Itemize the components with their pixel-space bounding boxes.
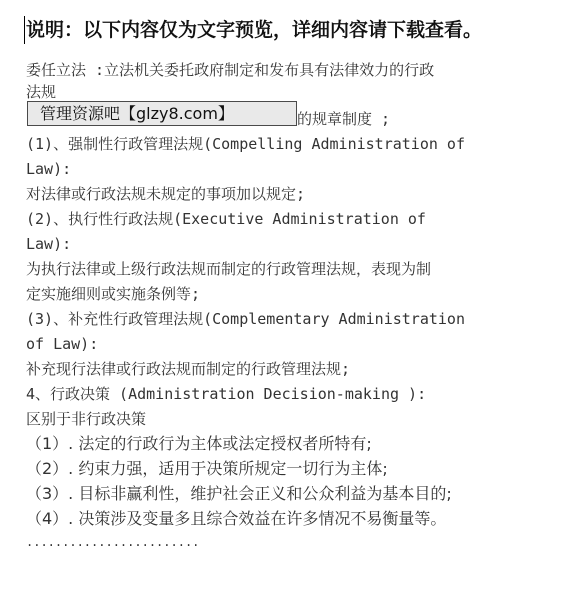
watermark-badge: 管理资源吧【glzy8.com】 — [27, 101, 297, 126]
text-line: (1)、强制性行政管理法规(Compelling Administration of — [26, 135, 465, 153]
text-line: 委任立法 :立法机关委托政府制定和发布具有法律效力的行政 — [26, 61, 435, 79]
text-line: 区别于非行政决策 — [26, 410, 147, 428]
preview-notice: 说明：以下内容仅为文字预览，详细内容请下载查看。 — [26, 19, 483, 41]
text-line: 为执行法律或上级行政法规而制定的行政管理法规，表现为制 — [26, 260, 432, 278]
text-line: Law): — [26, 160, 72, 178]
list-item: （1）. 法定的行政行为主体或法定授权者所特有; — [26, 434, 372, 453]
text-line: (3)、补充性行政管理法规(Complementary Administration — [26, 310, 465, 328]
text-line: (2)、执行性行政法规(Executive Administration of — [26, 210, 426, 228]
ellipsis-dots: ........................ — [26, 535, 200, 549]
text-line: 补充现行法律或行政法规而制定的行政管理法规; — [26, 360, 351, 378]
list-item: （2）. 约束力强，适用于决策所规定一切行为主体; — [26, 459, 388, 478]
text-line: 的规章制度 ; — [297, 110, 391, 128]
text-cursor — [24, 16, 25, 44]
text-line: 4、行政决策 (Administration Decision-making ): — [26, 385, 427, 403]
text-line: 法规 — [26, 83, 57, 101]
list-item: （3）. 目标非赢利性，维护社会正义和公众利益为基本目的; — [26, 484, 452, 503]
text-line: Law): — [26, 235, 72, 253]
text-line: 对法律或行政法规未规定的事项加以规定; — [26, 185, 306, 203]
list-item: （4）. 决策涉及变量多且综合效益在许多情况不易衡量等。 — [26, 509, 447, 528]
text-line: of Law): — [26, 335, 99, 353]
text-line: 定实施细则或实施条例等; — [26, 285, 201, 303]
